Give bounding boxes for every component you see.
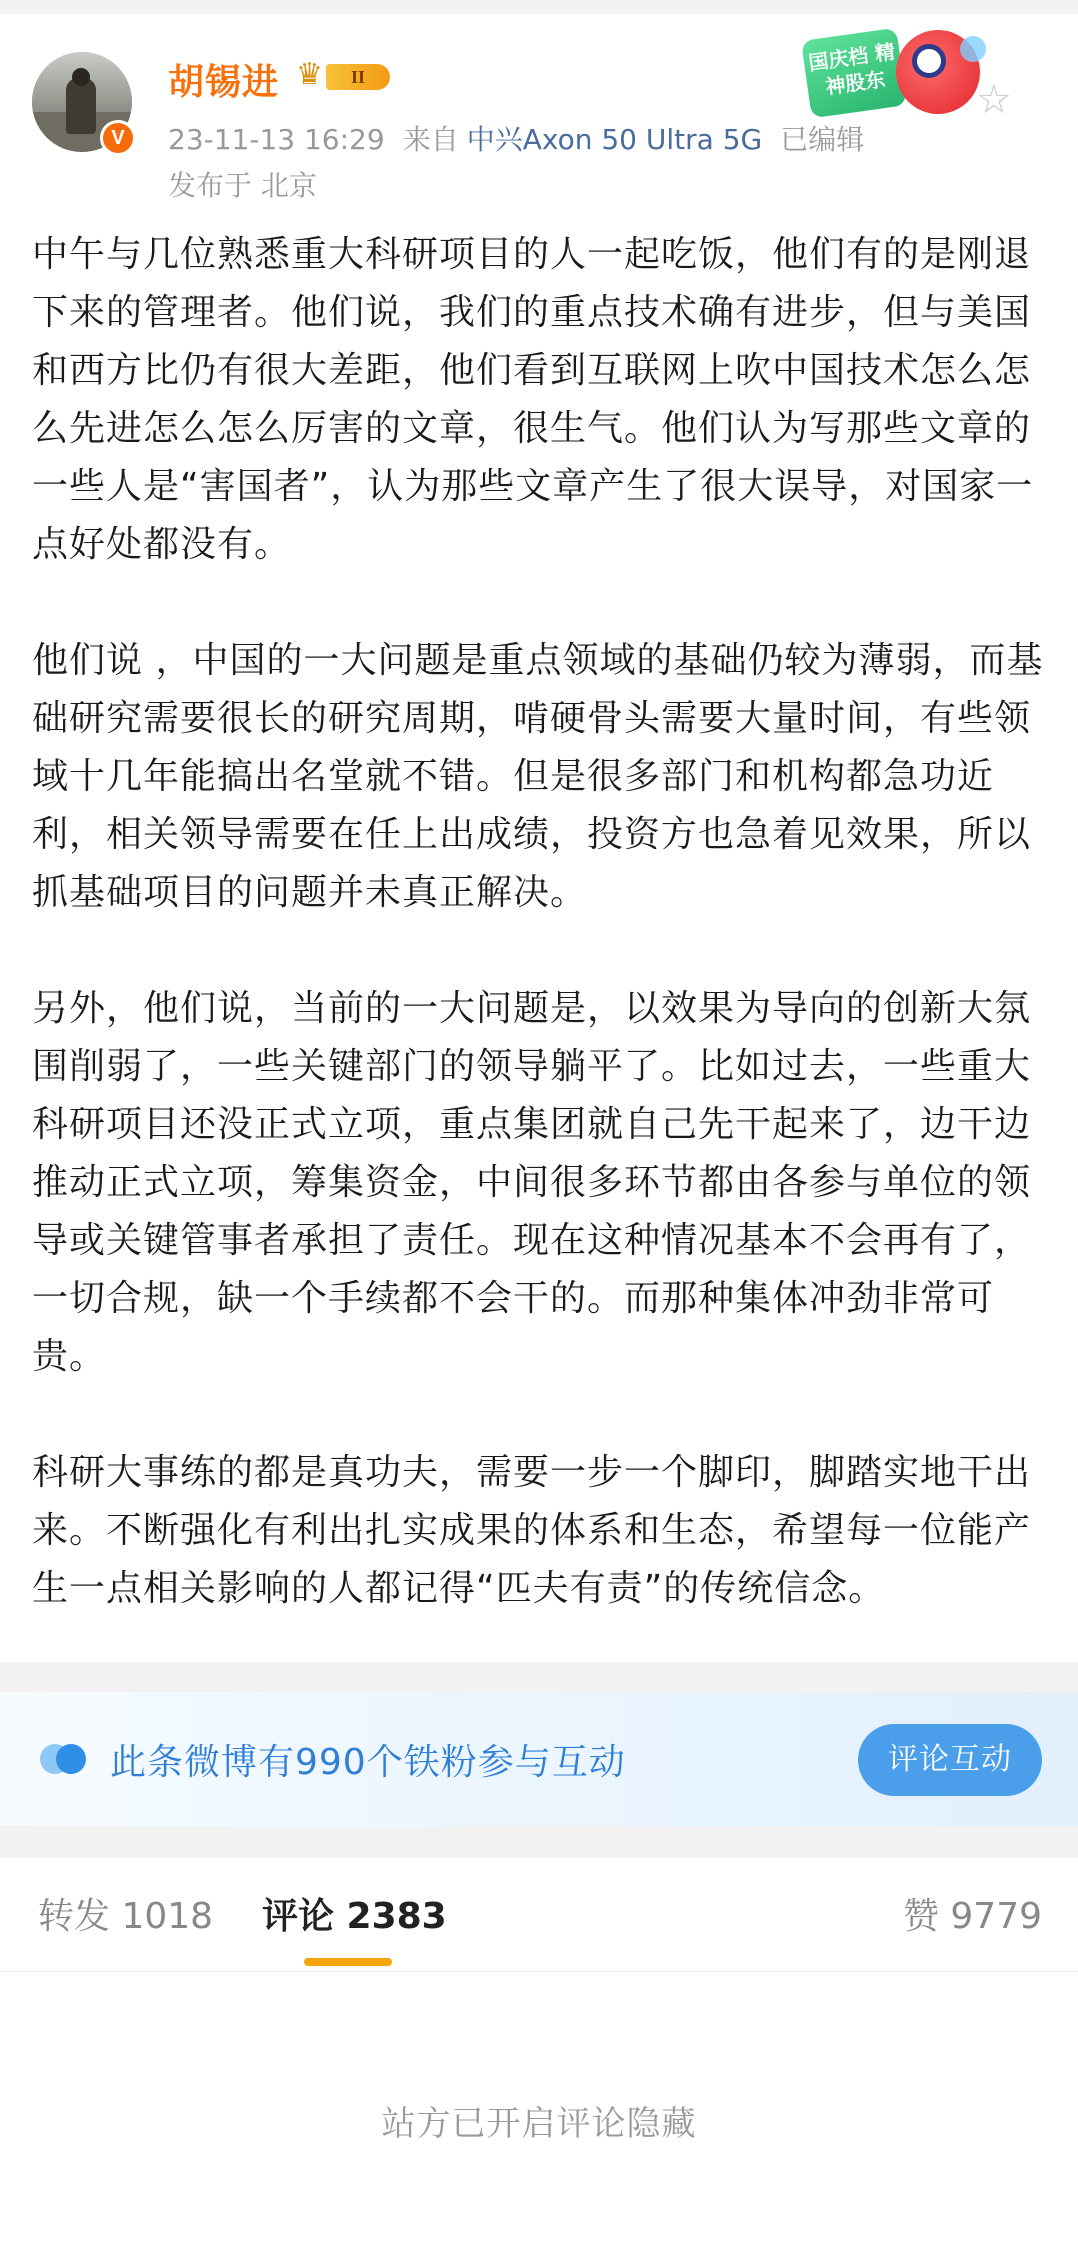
mascot-eye-icon xyxy=(912,44,946,78)
post-location: 发布于 北京 xyxy=(168,169,317,202)
section-divider xyxy=(0,1826,1078,1858)
tab-comment[interactable]: 评论 2383 xyxy=(262,1896,447,1937)
post-meta xyxy=(168,118,882,158)
fans-interaction-bar xyxy=(0,1692,1078,1826)
post-paragraph: 科研大事练的都是真功夫，需要一步一个脚印，脚踏实地干出来。不断强化有利出扎实成果的体系和生态，希望每一位能产生一点相关影响的人都记得“匹夫有责”的传统信念。 xyxy=(32,1452,1032,1609)
bubble-icon xyxy=(960,36,986,62)
tab-repost[interactable]: 转发 1018 xyxy=(38,1896,214,1937)
active-tab-indicator xyxy=(304,1958,392,1966)
section-divider xyxy=(0,1662,1078,1692)
avatar[interactable] xyxy=(32,52,136,156)
edited-label[interactable]: 已编辑 xyxy=(780,123,865,156)
post-paragraph: 他们说 ，中国的一大问题是重点领域的基础仍较为薄弱，而基础研究需要很长的研究周期，啃硬骨头需要大量时间，有些领域十几年能搞出名堂就不错。但是很多部门和机构都急功近利，相关领导需要在任上出成绩，投资方也急着见效果，所以抓基础项目的问题并未真正解决。 xyxy=(32,640,1044,913)
top-divider xyxy=(0,0,1078,14)
source-label: 来自 xyxy=(402,123,459,156)
username[interactable]: 胡锡进 xyxy=(168,62,280,103)
level-label: II xyxy=(326,64,390,90)
comment-interact-button[interactable]: 评论互动 xyxy=(858,1724,1042,1796)
post-paragraph: 另外，他们说，当前的一大问题是，以效果为导向的创新大氛围削弱了，一些关键部门的领导躺平了。比如过去，一些重大科研项目还没正式立项，重点集团就自己先干起来了，边干边推动正式立项，筹集资金，中间很多环节都由各参与单位的领导或关键管事者承担了责任。现在这种情况基本不会再有了，一切合规，缺一个手续都不会干的。而那种集体冲劲非常可贵。 xyxy=(32,988,1032,1377)
fans-interaction-text: 此条微博有990个铁粉参与互动 xyxy=(110,1742,626,1783)
interaction-tabs xyxy=(0,1858,1078,1972)
festival-sticker[interactable] xyxy=(800,22,1012,130)
fans-dots-icon xyxy=(40,1744,90,1774)
level-badge[interactable] xyxy=(296,58,396,94)
device-link[interactable]: 中兴Axon 50 Ultra 5G xyxy=(466,123,763,156)
post-paragraph: 中午与几位熟悉重大科研项目的人一起吃饭，他们有的是刚退下来的管理者。他们说，我们的重点技术确有进步，但与美国和西方比仍有很大差距，他们看到互联网上吹中国技术怎么怎么先进怎么怎么厉害的文章，很生气。他们认为写那些文章的一些人是“害国者”，认为那些文章产生了很大误导，对国家一点好处都没有。 xyxy=(32,234,1034,565)
post-header xyxy=(0,14,1078,204)
post-body xyxy=(32,226,1048,1618)
sticker-card: 国庆档 精神股东 xyxy=(801,28,907,119)
tab-like[interactable]: 赞 9779 xyxy=(902,1896,1042,1937)
star-icon[interactable]: ☆ xyxy=(976,77,1012,123)
verified-badge-icon: V xyxy=(100,120,136,156)
post-time: 23-11-13 16:29 xyxy=(168,123,385,156)
comments-hidden-note: 站方已开启评论隐藏 xyxy=(381,2104,697,2144)
crown-icon: ♛ xyxy=(296,57,323,92)
